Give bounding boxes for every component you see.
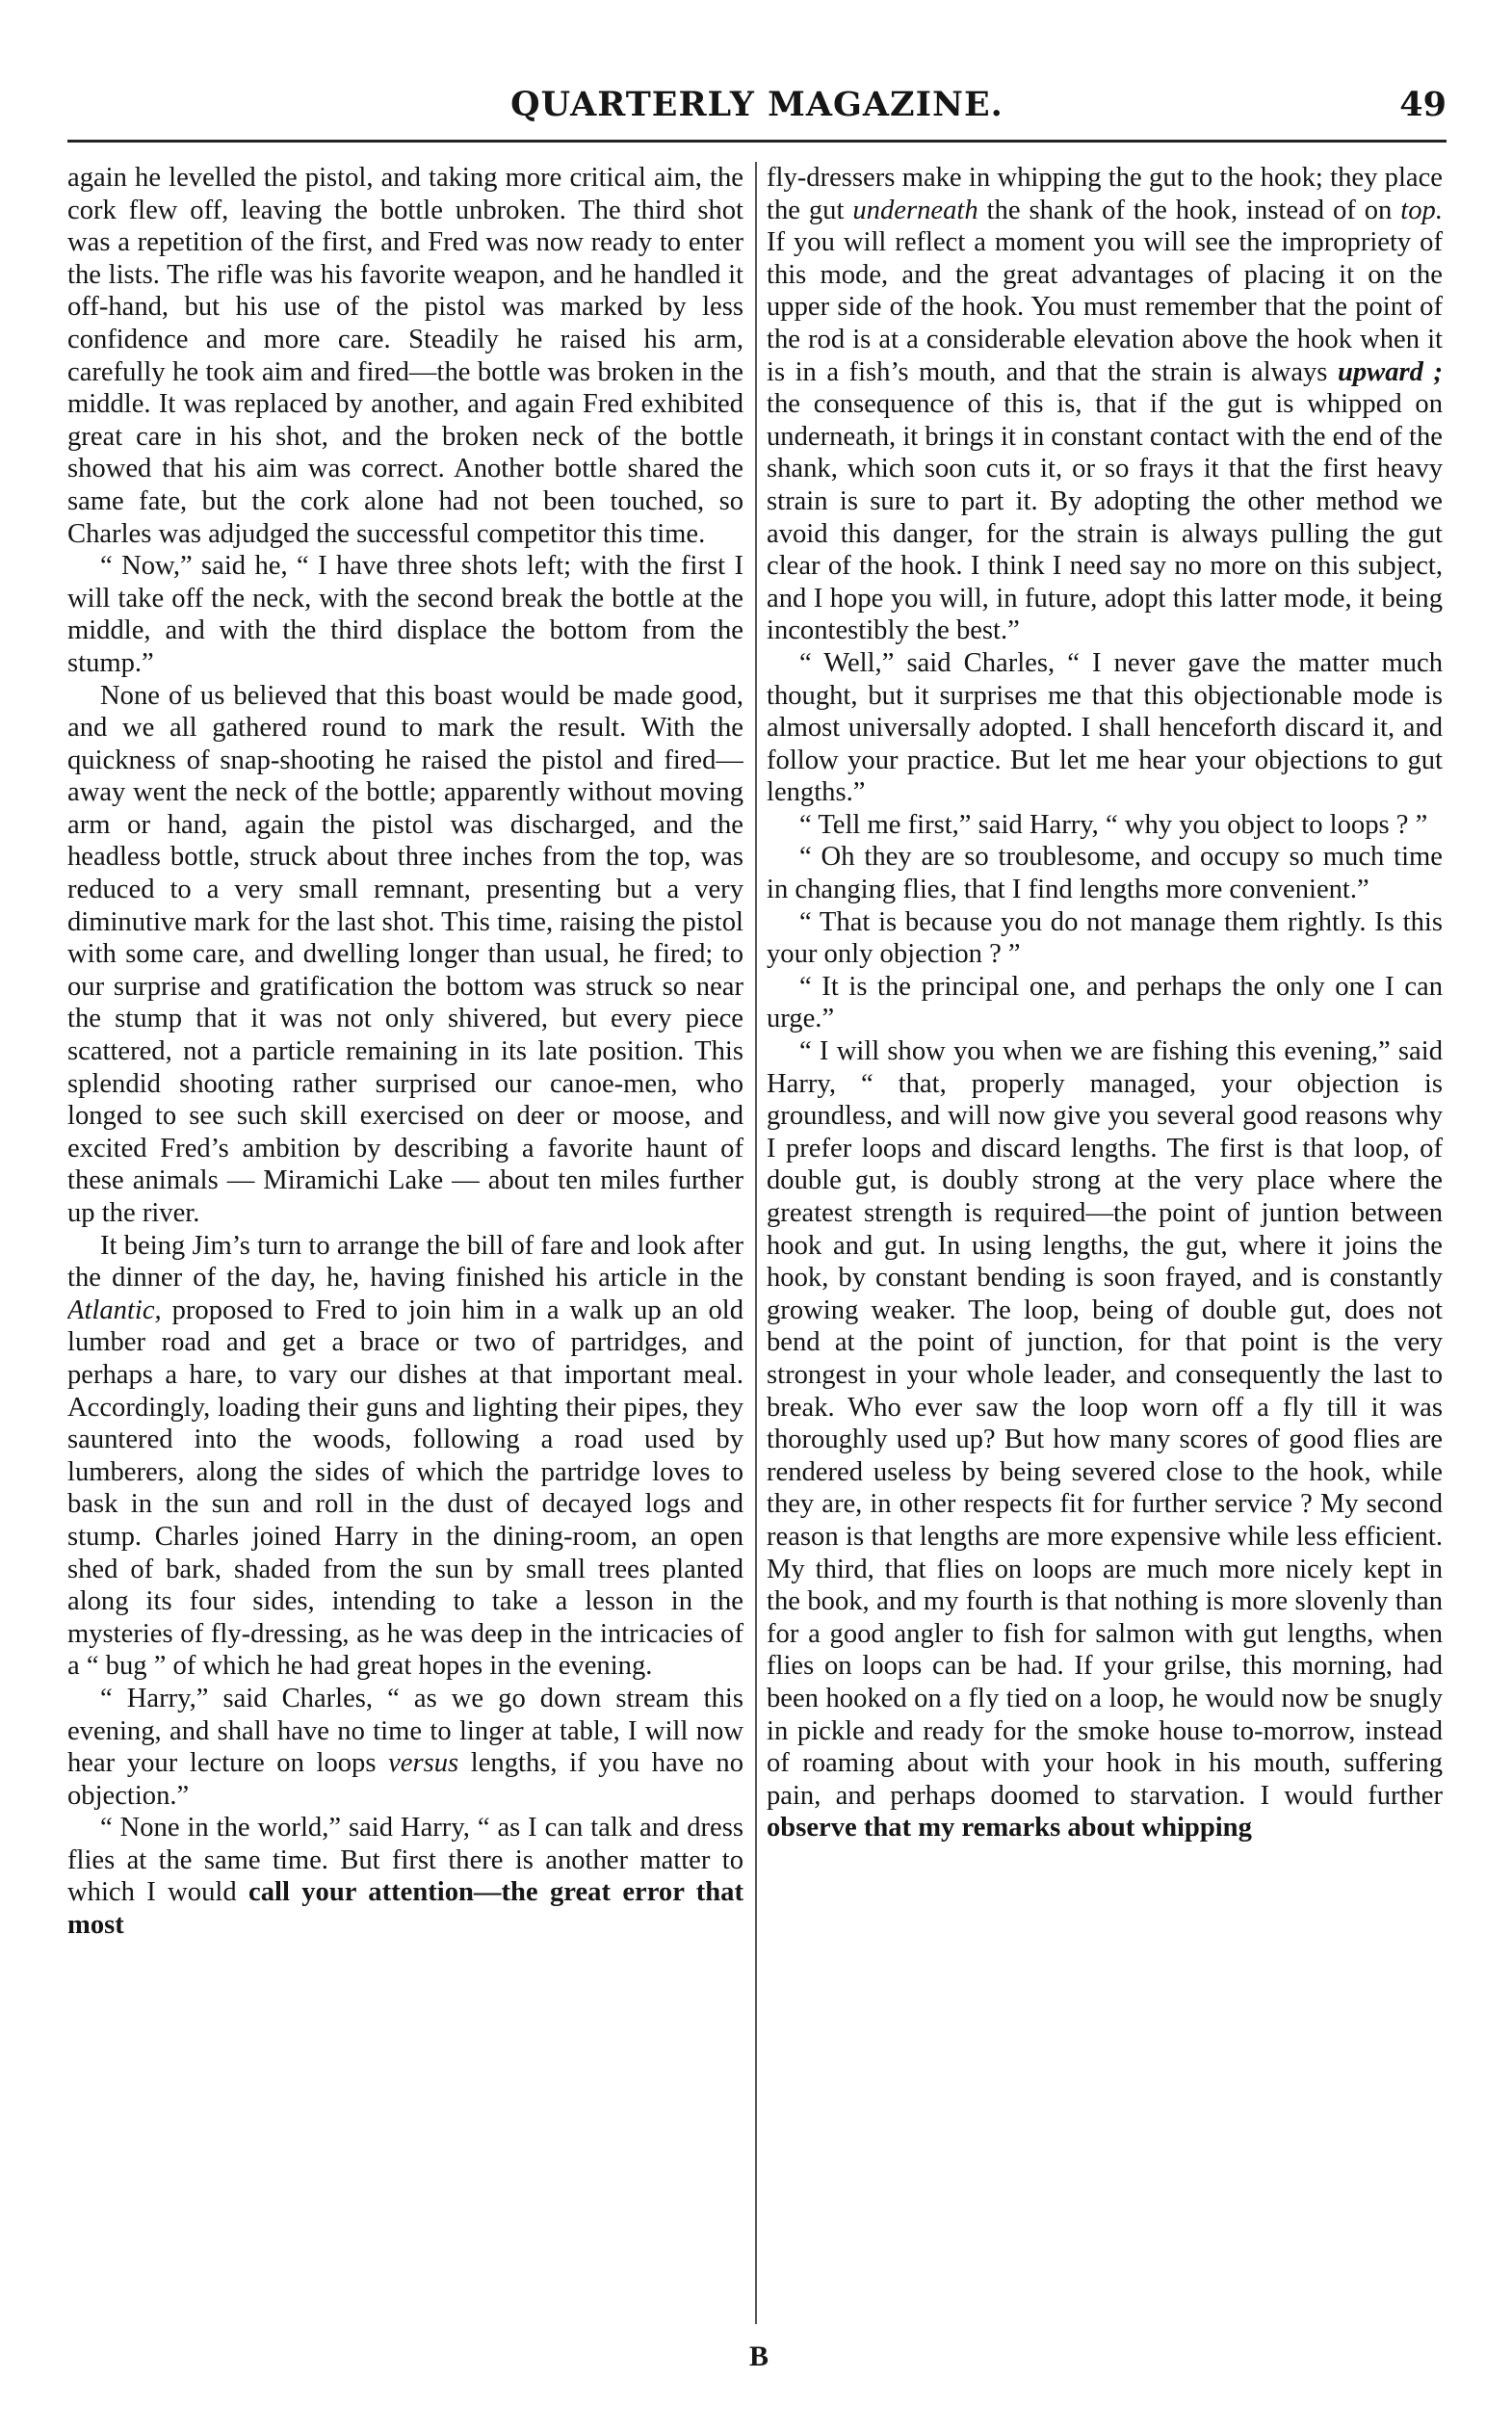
paragraph: “ Now,” said he, “ I have three shots left; with the first I will take off the neck, with the second break the bottle at the middle, and with the third displace the bottom from the stump.” — [67, 551, 743, 678]
paragraph: “ Oh they are so troublesome, and occupy so much time in changing flies, that I find lengths more convenient.” — [767, 842, 1443, 905]
running-title: QUARTERLY MAGAZINE. — [510, 85, 1004, 124]
signature-mark: B — [748, 2340, 769, 2372]
paragraph: “ I will show you when we are fishing this evening,” said Harry, “ that, properly managed, your objection is groundless, and will now give you several good reasons why I prefer loops and discard lengths. The first is that loop, of double gut, is doubly strong at the very place where the greatest strength is required—the point of juntion between hook and gut. In using lengths, the gut, where it joins the hook, by constant bending is soon frayed, and is constantly growing weaker. The loop, being of double gut, does not bend at the point of junction, for that point is the very strongest in your whole leader, and consequently the last to break. Who ever saw the loop worn off a fly till it was thoroughly used up? But how many scores of good flies are rendered useless by being severed close to the hook, while they are, in other respects fit for further service ? My second reason is that lengths are more expensive while less efficient. My third, that flies on loops are much more nicely kept in the book, and my fourth is that nothing is more slovenly than for a good angler to fish for salmon with gut lengths, when flies on loops can be had. If your grilse, this morning, had been hooked on a fly tied on a loop, he would now be snugly in pickle and ready for the smoke house to-morrow, instead of roaming about with your hook in his mouth, suffering pain, and perhaps doomed to starvation. I would further observe that my remarks about whipping — [767, 1036, 1443, 1844]
left-column — [67, 162, 743, 2329]
page-header — [67, 85, 1447, 141]
right-column — [767, 162, 1443, 2329]
paragraph: None of us believed that this boast would be made good, and we all gathered round to mark the result. With the quickness of snap-shooting he raised the pistol and fired—away went the neck of the bottle; apparently without moving arm or hand, again the pistol was discharged, and the headless bottle, struck about three inches from the top, was reduced to a very small remnant, presenting but a very diminutive mark for the last shot. This time, raising the pistol with some care, and dwelling longer than usual, he fired; to our surprise and gratification the bottom was struck so near the stump that it was not only shivered, but every piece scattered, not a particle remaining in its late position. This splendid shooting rather surprised our canoe-men, who longed to see such skill exercised on deer or moose, and excited Fred’s ambition by describing a favorite haunt of these animals — Miramichi Lake — about ten miles further up the river. — [67, 680, 743, 1228]
paragraph: fly-dressers make in whipping the gut to the hook; they place the gut underneath the shank of the hook, instead of on top. If you will reflect a moment you will see the impropriety of this mode, and the great advantages of placing it on the upper side of the hook. You must remember that the point of the rod is at a considerable elevation above the hook when it is in a fish’s mouth, and that the strain is always upward ; the consequence of this is, that if the gut is whipped on underneath, it brings it in constant contact with the end of the shank, which soon cuts it, or so frays it that the first heavy strain is sure to part it. By adopting the other method we avoid this danger, for the strain is always pulling the gut clear of the hook. I think I need say no more on this subject, and I hope you will, in future, adopt this latter mode, it being incontestibly the best.” — [767, 163, 1443, 646]
paragraph: “ That is because you do not manage them rightly. Is this your only objection ? ” — [767, 906, 1443, 970]
column-divider — [755, 162, 757, 2324]
paragraph: “ It is the principal one, and perhaps the only one I can urge.” — [767, 971, 1443, 1034]
paragraph: again he levelled the pistol, and taking more critical aim, the cork flew off, leaving the bottle unbroken. The third shot was a repetition of the first, and Fred was now ready to enter the lists. The rifle was his favorite weapon, and he handled it off-hand, but his use of the pistol was marked by less confidence and more care. Steadily he raised his arm, carefully he took aim and fired—the bottle was broken in the middle. It was replaced by another, and again Fred exhibited great care in his shot, and the broken neck of the bottle showed that his aim was correct. Another bottle shared the same fate, but the cork alone had not been touched, so Charles was adjudged the successful competitor this time. — [67, 163, 743, 549]
page-number: 49 — [1399, 85, 1447, 124]
paragraph: “ Well,” said Charles, “ I never gave the matter much thought, but it surprises me that this objectionable mode is almost universally adopted. I shall henceforth discard it, and follow your practice. But let me hear your objections to gut lengths.” — [767, 647, 1443, 808]
paragraph: “ Harry,” said Charles, “ as we go down stream this evening, and shall have no time to linger at table, I will now hear your lecture on loops versus lengths, if you have no objection.” — [67, 1683, 743, 1811]
paragraph: “ Tell me first,” said Harry, “ why you object to loops ? ” — [799, 809, 1428, 840]
header-rule — [67, 140, 1447, 143]
paragraph: It being Jim’s turn to arrange the bill of fare and look after the dinner of the day, he, having finished his article in the Atlantic, proposed to Fred to join him in a walk up an old lumber road and get a brace or two of partridges, and perhaps a hare, to vary our dishes at that important meal. Accordingly, loading their guns and lighting their pipes, they sauntered into the woods, following a road used by lumberers, along the sides of which the partridge loves to bask in the sun and roll in the dust of decayed logs and stump. Charles joined Harry in the dining-room, an open shed of bark, shaded from the sun by small trees planted along its four sides, intending to take a lesson in the mysteries of fly-dressing, as he was deep in the intricacies of a “ bug ” of which he had great hopes in the evening. — [67, 1230, 743, 1682]
paragraph: “ None in the world,” said Harry, “ as I can talk and dress flies at the same time. But first there is another matter to which I would call your attention—the great error that most — [67, 1813, 743, 1941]
